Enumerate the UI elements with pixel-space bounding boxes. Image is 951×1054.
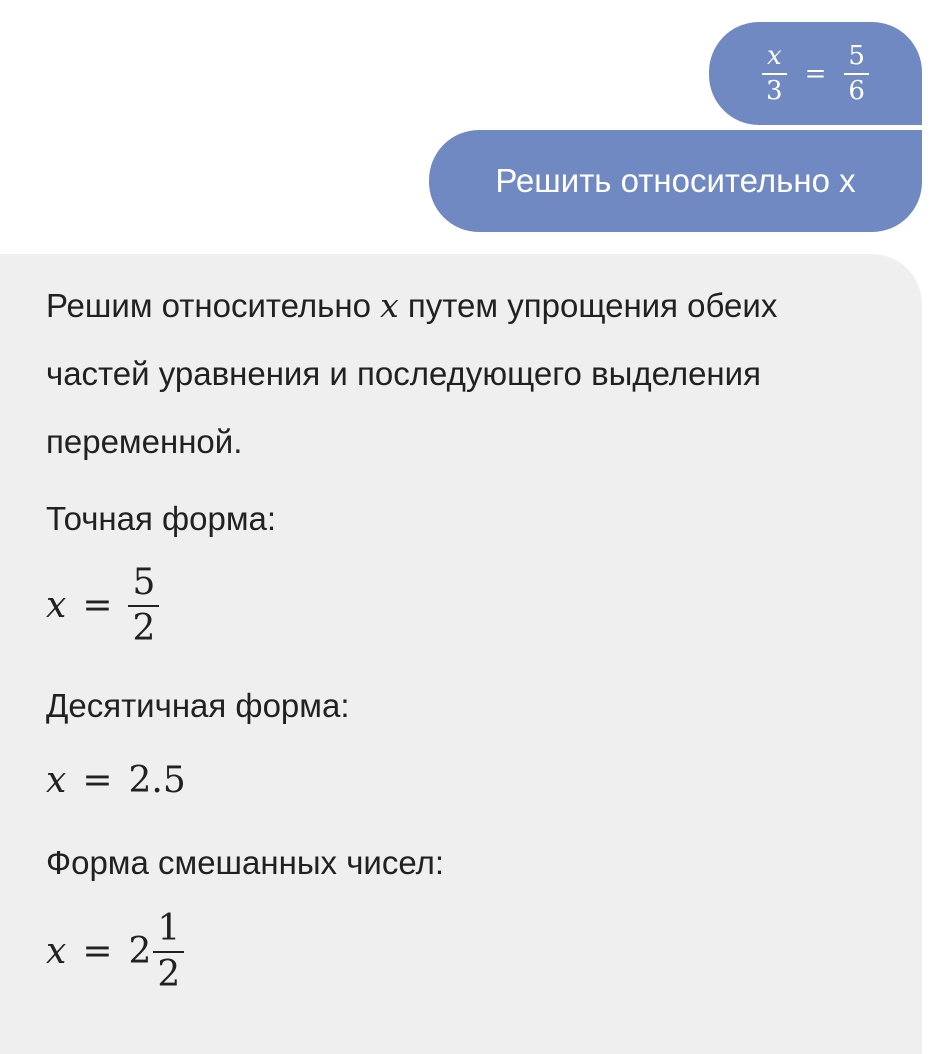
exact-denominator: 2 — [132, 607, 156, 649]
user-equation-bubble — [709, 22, 922, 125]
intro-text-end: путем упрощения обеих частей уравнения и последующего выделения переменной. — [46, 287, 778, 460]
lhs-fraction — [762, 42, 787, 105]
equals-sign: = — [82, 585, 113, 627]
mixed-form-label: Форма смешанных чисел: — [46, 844, 445, 881]
rhs-denominator: 6 — [848, 75, 865, 106]
mixed-variable: x — [46, 931, 67, 973]
mixed-whole-number: 2 — [128, 931, 152, 973]
mixed-fraction — [153, 909, 184, 994]
exact-form-label: Точная форма: — [46, 500, 277, 537]
equals-sign: = — [82, 931, 113, 973]
decimal-value: 2.5 — [128, 760, 186, 801]
mixed-denominator: 2 — [157, 953, 181, 995]
rhs-fraction — [844, 42, 869, 105]
equals-sign: = — [82, 760, 113, 801]
decimal-variable: x — [46, 760, 67, 801]
lhs-numerator: x — [766, 40, 782, 71]
command-text: Решить относительно x — [495, 162, 856, 199]
exact-numerator: 5 — [132, 562, 156, 603]
lhs-denominator: 3 — [766, 75, 783, 106]
answer-intro — [46, 272, 886, 476]
exact-fraction — [128, 563, 159, 648]
decimal-form-formula — [46, 760, 186, 801]
exact-variable: x — [46, 585, 67, 627]
intro-variable: x — [380, 286, 399, 325]
exact-form-formula — [46, 563, 163, 648]
equals-sign: = — [804, 58, 827, 89]
mixed-form-formula — [46, 909, 188, 994]
user-command-bubble — [429, 130, 922, 232]
mixed-numerator: 1 — [157, 908, 181, 949]
rhs-numerator: 5 — [848, 40, 865, 71]
intro-text-start: Решим относительно — [46, 287, 381, 324]
decimal-form-label: Десятичная форма: — [46, 687, 350, 724]
